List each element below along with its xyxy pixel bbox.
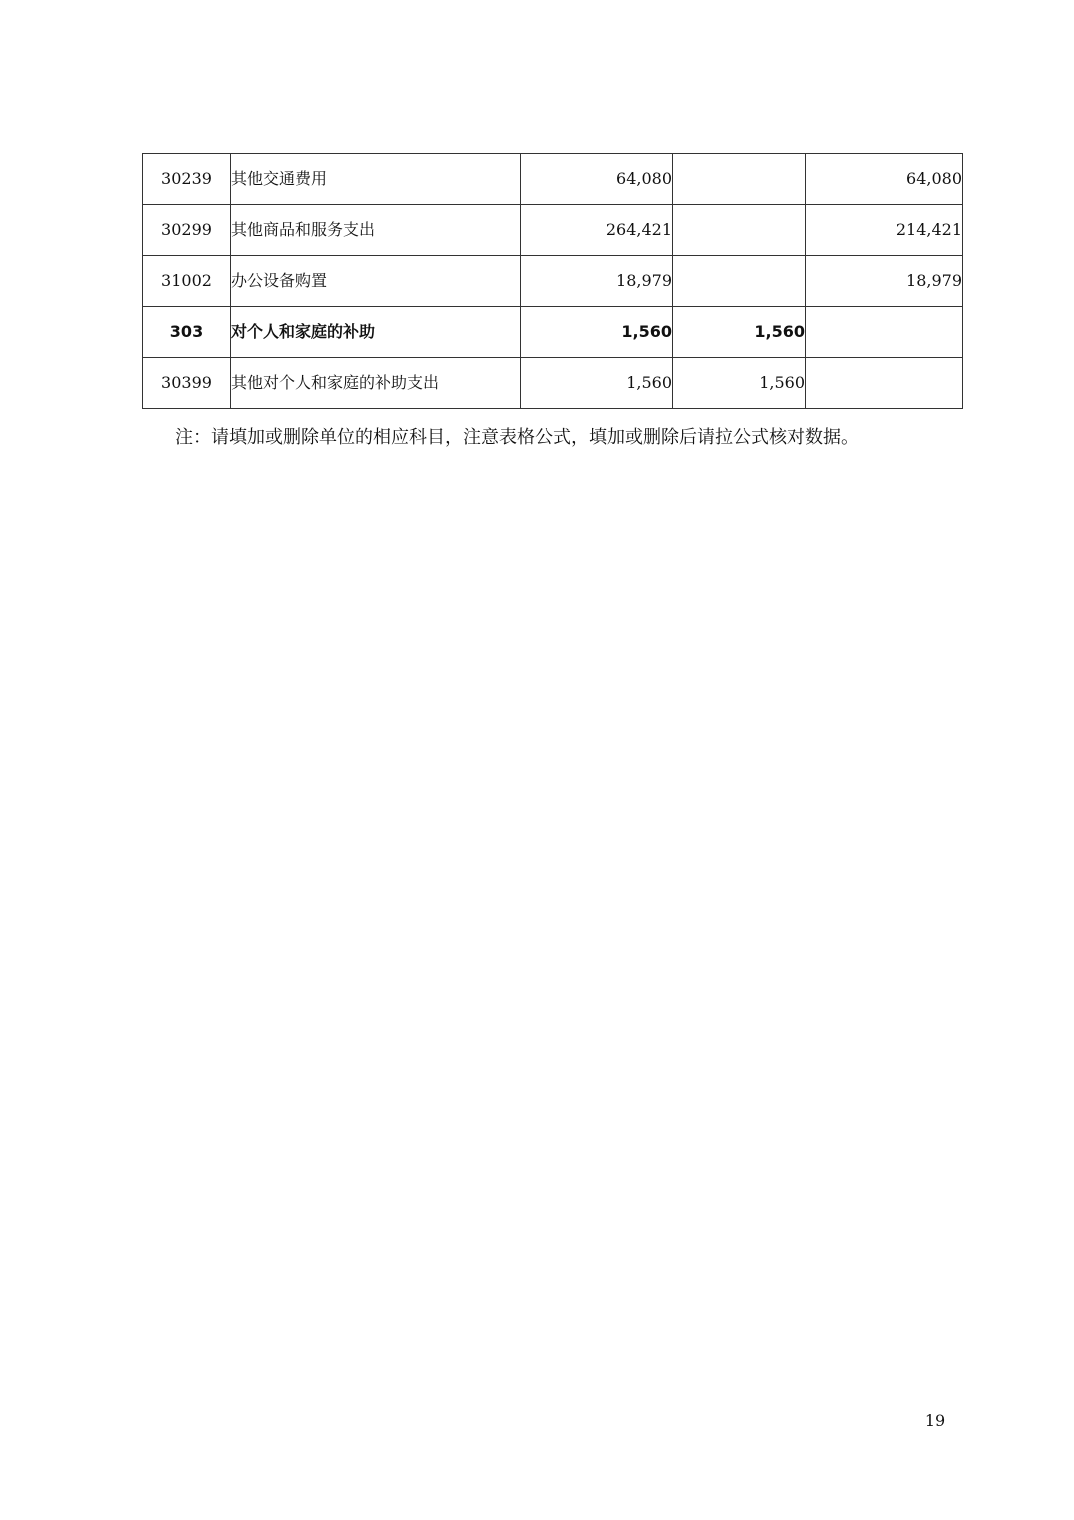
table-note: 注：请填加或删除单位的相应科目，注意表格公式，填加或删除后请拉公式核对数据。 <box>175 427 859 448</box>
account-code: 31002 <box>143 256 231 307</box>
basic-expenditure: 1,560 <box>673 307 806 358</box>
account-name: 其他对个人和家庭的补助支出 <box>231 358 521 409</box>
account-name: 对个人和家庭的补助 <box>231 307 521 358</box>
basic-expenditure <box>673 154 806 205</box>
total-amount: 1,560 <box>521 307 673 358</box>
project-expenditure: 214,421 <box>806 205 963 256</box>
table-row-subtotal <box>143 307 963 358</box>
total-amount: 18,979 <box>521 256 673 307</box>
basic-expenditure <box>673 205 806 256</box>
table-row <box>143 256 963 307</box>
table-row <box>143 205 963 256</box>
account-name: 办公设备购置 <box>231 256 521 307</box>
account-name: 其他商品和服务支出 <box>231 205 521 256</box>
project-expenditure <box>806 358 963 409</box>
table-row <box>143 154 963 205</box>
account-code: 30239 <box>143 154 231 205</box>
account-code: 303 <box>143 307 231 358</box>
total-amount: 264,421 <box>521 205 673 256</box>
total-amount: 64,080 <box>521 154 673 205</box>
expenditure-table <box>142 153 963 409</box>
account-code: 30399 <box>143 358 231 409</box>
table-row <box>143 358 963 409</box>
basic-expenditure <box>673 256 806 307</box>
page-number: 19 <box>924 1411 946 1430</box>
project-expenditure <box>806 307 963 358</box>
account-code: 30299 <box>143 205 231 256</box>
basic-expenditure: 1,560 <box>673 358 806 409</box>
account-name: 其他交通费用 <box>231 154 521 205</box>
project-expenditure: 18,979 <box>806 256 963 307</box>
total-amount: 1,560 <box>521 358 673 409</box>
project-expenditure: 64,080 <box>806 154 963 205</box>
